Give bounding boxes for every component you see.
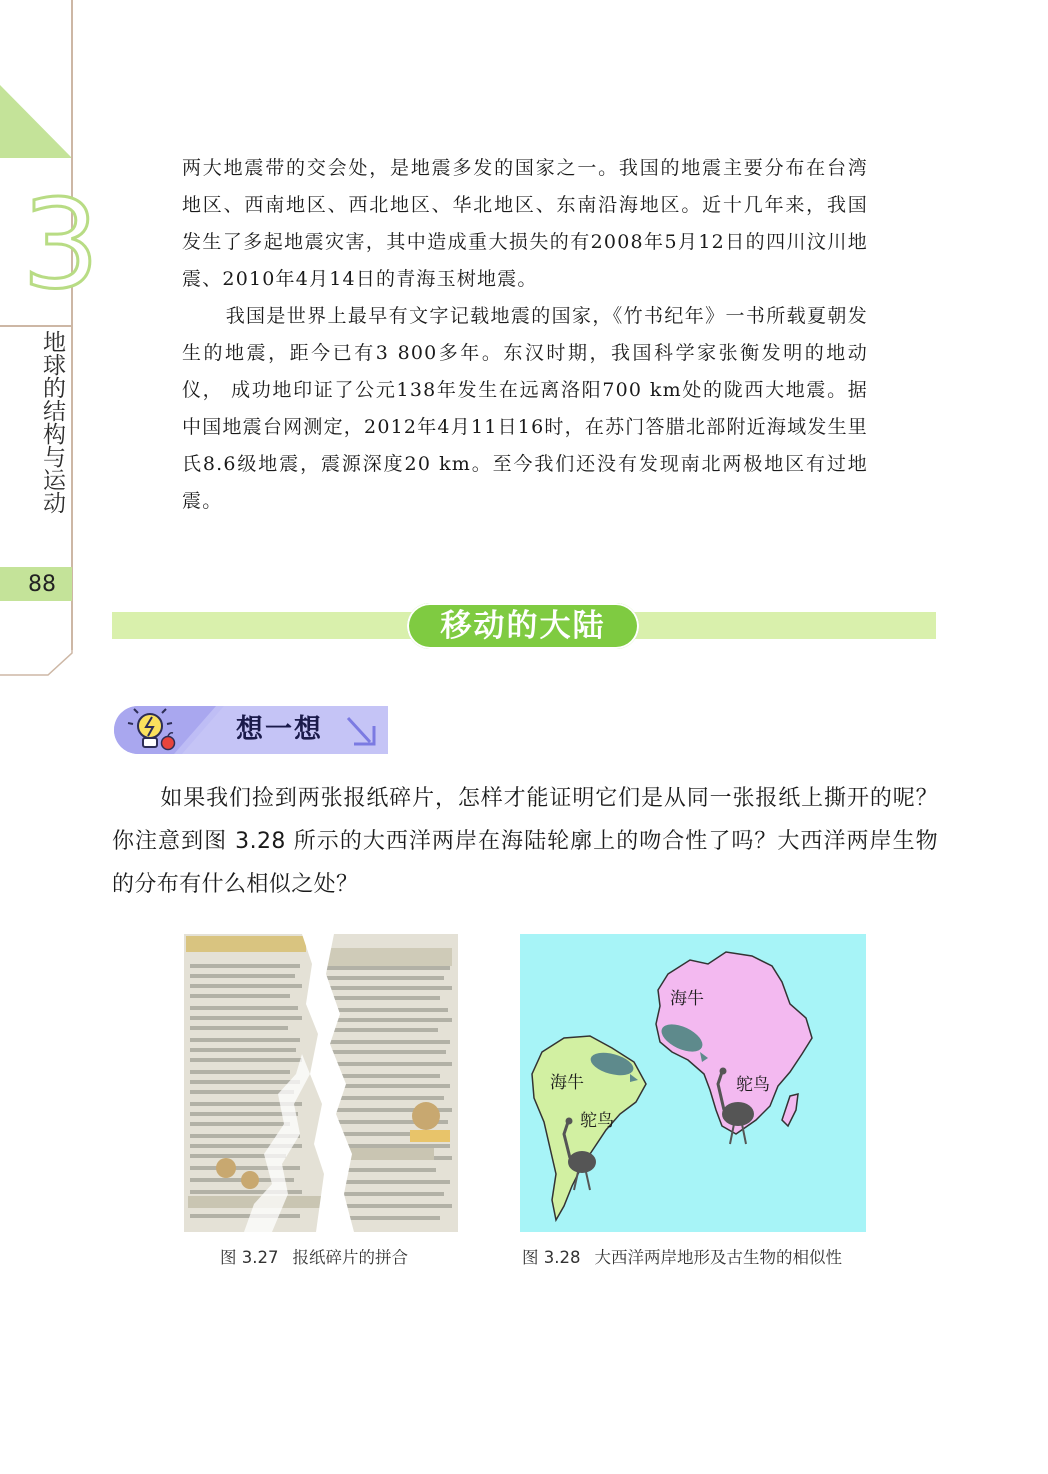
figure-number: 图 3.28 bbox=[522, 1248, 581, 1267]
figure-caption-text: 报纸碎片的拼合 bbox=[292, 1248, 408, 1267]
think-question-text: 如果我们捡到两张报纸碎片，怎样才能证明它们是从同一张报纸上撕开的呢？你注意到图 3.28 所示的大西洋两岸在海陆轮廓上的吻合性了吗？大西洋两岸生物的分布有什么相似之处？ bbox=[112, 786, 938, 897]
tab-separator bbox=[0, 325, 72, 327]
figure-caption-text: 大西洋两岸地形及古生物的相似性 bbox=[594, 1248, 842, 1267]
figure-caption-3-28 bbox=[522, 1244, 842, 1272]
atlantic-continents-map bbox=[520, 934, 866, 1232]
chapter-title: 地球的结构与运动 bbox=[39, 330, 65, 514]
figure-number: 图 3.27 bbox=[220, 1248, 279, 1267]
label-ostrich-south-america: 鸵鸟 bbox=[580, 1111, 614, 1131]
tab-corner-line bbox=[0, 645, 74, 677]
body-text bbox=[182, 150, 868, 520]
section-title: 移动的大陆 bbox=[440, 608, 606, 644]
think-question bbox=[112, 777, 938, 906]
tab-triangle-decoration bbox=[0, 85, 72, 158]
label-manatee-africa: 海牛 bbox=[670, 989, 704, 1009]
think-label: 想一想 bbox=[236, 714, 323, 745]
chapter-number: 3 bbox=[22, 174, 100, 316]
label-ostrich-africa: 鸵鸟 bbox=[736, 1075, 770, 1095]
page-number: 88 bbox=[28, 572, 56, 597]
label-manatee-south-america: 海牛 bbox=[550, 1073, 584, 1093]
paragraph-earthquake-history: 我国是世界上最早有文字记载地震的国家，《竹书纪年》一书所载夏朝发生的地震，距今已有3 800多年。东汉时期，我国科学家张衡发明的地动仪， 成功地印证了公元138年发生在远离洛阳700 km处的陇西大地震。据中国地震台网测定，2012年4月11日16时，在苏门答腊北部附近海域发生里氏8.6级地震，震源深度20 km。至今我们还没有发现南北两极地区有过地震。 bbox=[182, 305, 868, 512]
newspaper-fragments-photo bbox=[184, 934, 458, 1232]
chapter-tab bbox=[0, 0, 100, 680]
paragraph-earthquake-regions: 两大地震带的交会处，是地震多发的国家之一。我国的地震主要分布在台湾地区、西南地区、西北地区、华北地区、东南沿海地区。近十几年来，我国发生了多起地震灾害，其中造成重大损失的有2008年5月12日的四川汶川地震、2010年4月14日的青海玉树地震。 bbox=[182, 157, 868, 290]
figure-caption-3-27 bbox=[220, 1244, 408, 1272]
